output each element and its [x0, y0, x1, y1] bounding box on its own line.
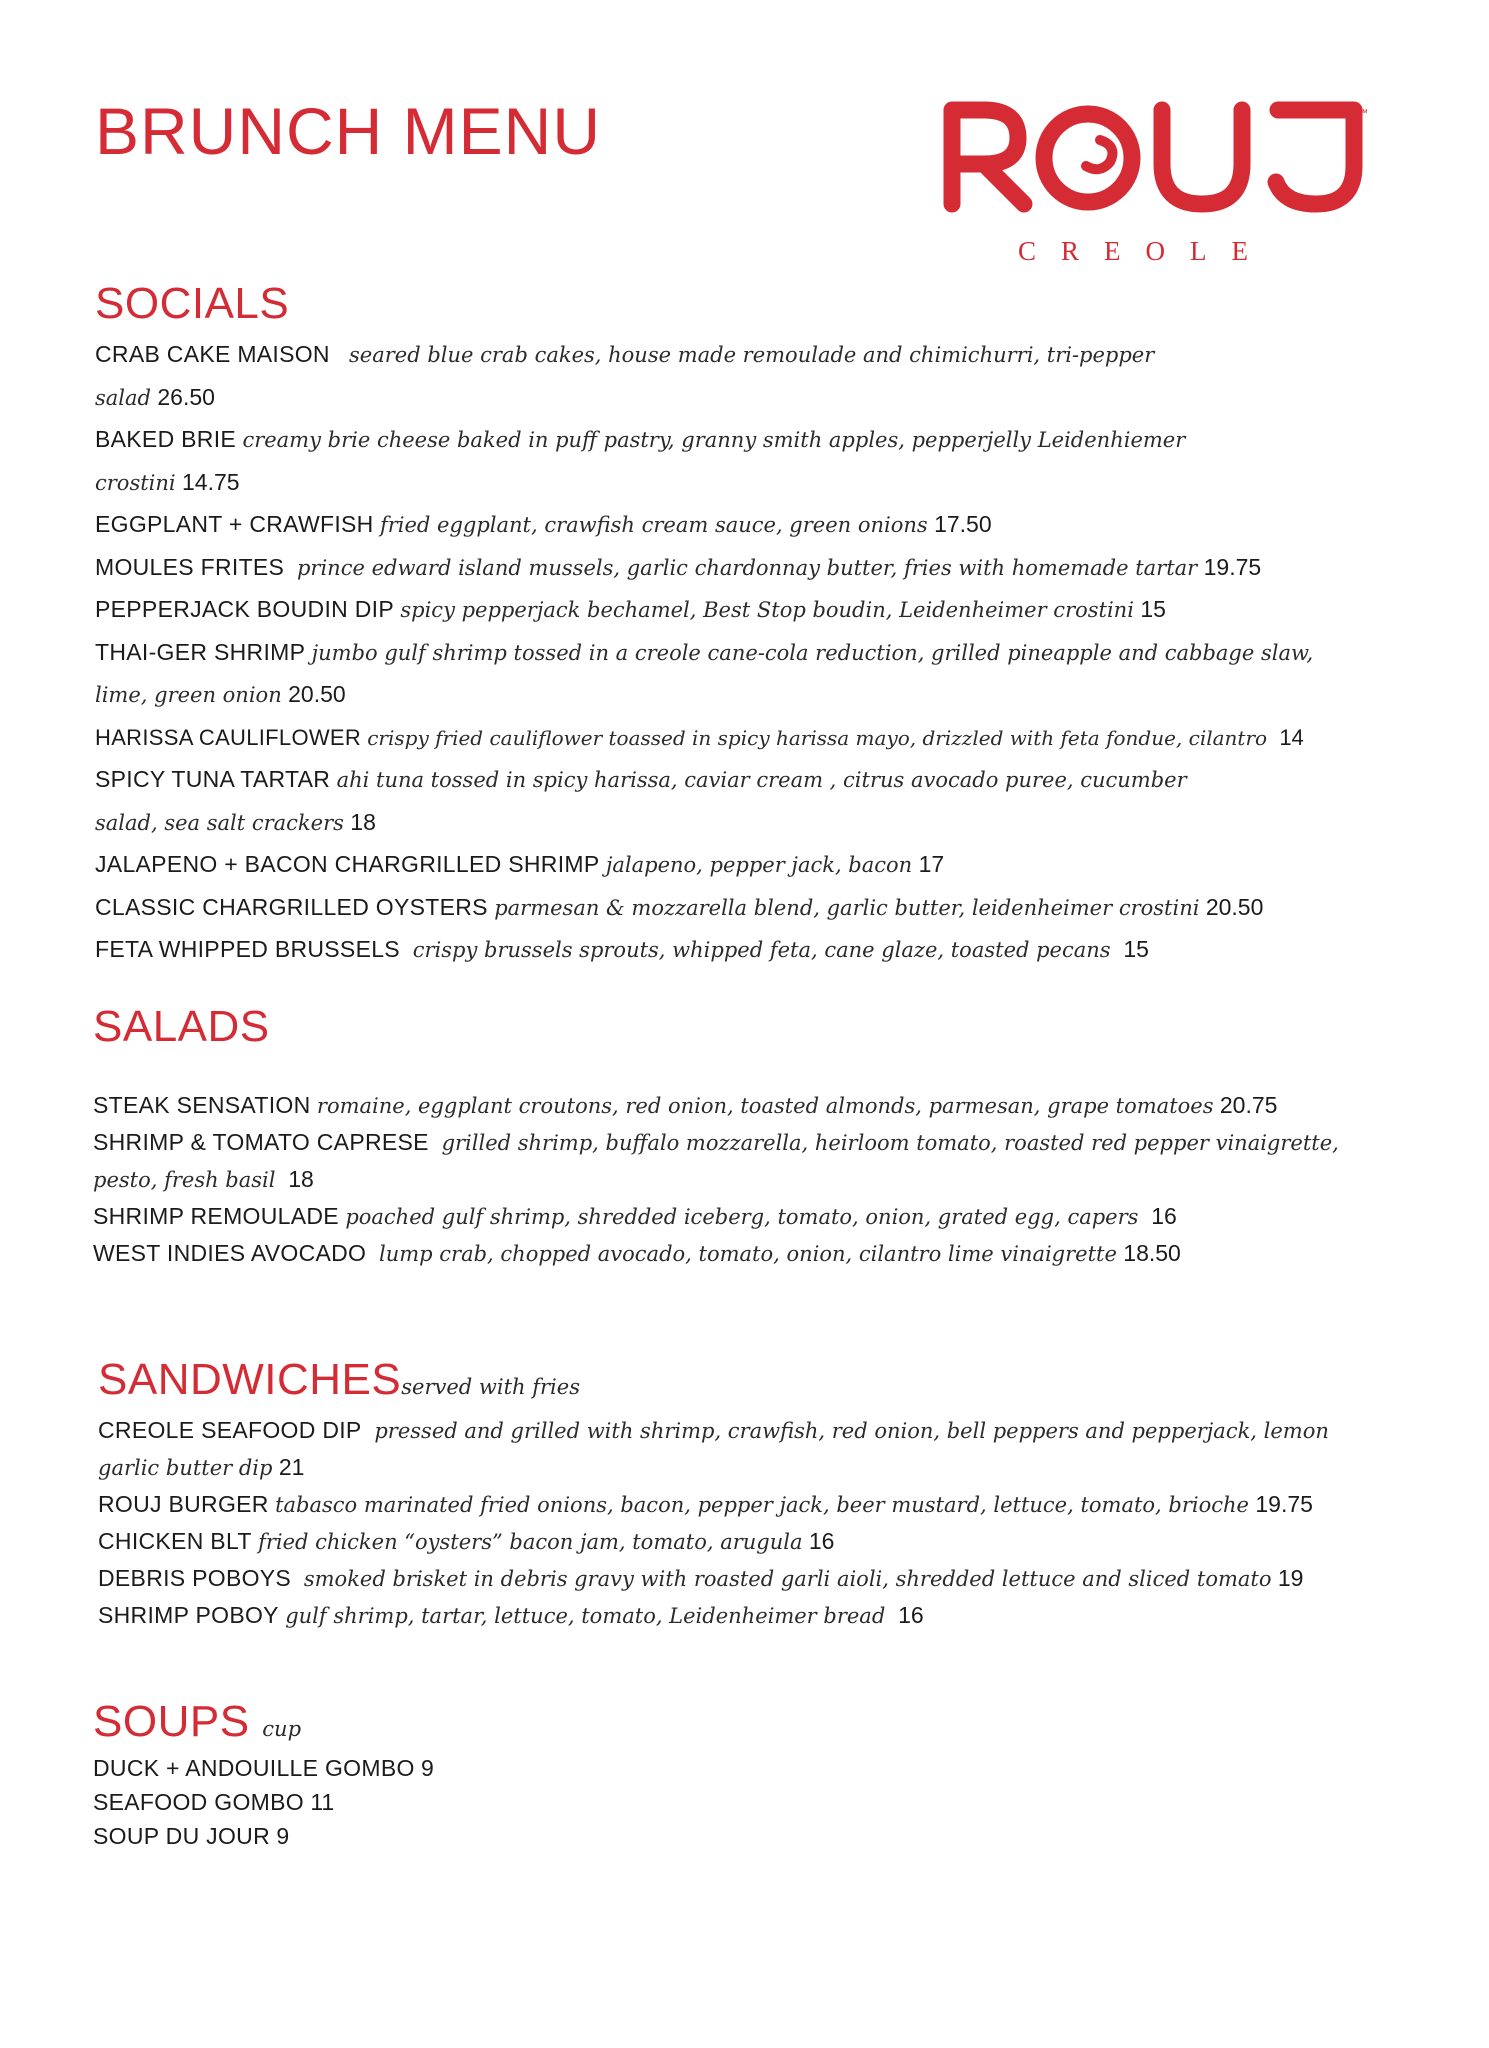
item-name: THAI-GER SHRIMP: [95, 638, 306, 665]
list-item: [95, 419, 1205, 504]
item-name: SOUP DU JOUR: [93, 1823, 270, 1849]
item-name: BAKED BRIE: [95, 426, 237, 452]
section-title-text: SOUPS: [93, 1697, 250, 1746]
logo-trademark: ™: [1358, 108, 1368, 119]
item-price: 16: [898, 1602, 924, 1628]
item-price: 20.75: [1219, 1092, 1278, 1118]
list-item: [98, 1412, 1338, 1486]
item-description: crispy fried cauliflower toassed in spicy harissa mayo, drizzled with feta fondue, cilantro: [367, 725, 1268, 750]
list-item: [93, 1087, 1353, 1124]
item-price: 18: [350, 808, 376, 835]
item-price: 9: [276, 1823, 290, 1849]
rouj-creole-logo: [940, 100, 1380, 280]
item-price: 26.50: [157, 383, 215, 410]
item-name: SHRIMP & TOMATO CAPRESE: [93, 1129, 429, 1155]
list-item: [95, 887, 1305, 930]
item-description: romaine, eggplant croutons, red onion, toasted almonds, parmesan, grape tomatoes: [316, 1094, 1214, 1118]
item-name: EGGPLANT + CRAWFISH: [95, 511, 374, 537]
socials-list: [95, 334, 1314, 972]
salads-list: [93, 1087, 1353, 1272]
list-item: [95, 844, 1305, 887]
item-price: 17.50: [934, 511, 992, 537]
item-description: pressed and grilled with shrimp, crawfish, red onion, bell peppers and pepperjack, lemon garlic butter dip: [98, 1419, 1329, 1480]
item-description: creamy brie cheese baked in puff pastry, granny smith apples, pepperjelly Leidenhiemer crostini: [95, 428, 1186, 495]
list-item: [93, 1785, 693, 1819]
list-item: [95, 334, 1155, 419]
item-name: CREOLE SEAFOOD DIP: [98, 1417, 362, 1443]
list-item: [98, 1597, 1338, 1634]
list-item: [93, 1198, 1353, 1235]
item-description: fried chicken “oysters” bacon jam, tomato, arugula: [258, 1530, 803, 1554]
item-name: CLASSIC CHARGRILLED OYSTERS: [95, 893, 488, 920]
item-description: crispy brussels sprouts, whipped feta, cane glaze, toasted pecans: [412, 938, 1111, 962]
item-name: PEPPERJACK BOUDIN DIP: [95, 596, 394, 622]
list-item: [95, 589, 1305, 632]
list-item: [95, 632, 1335, 717]
item-description: fried eggplant, crawfish cream sauce, green onions: [379, 513, 928, 537]
item-description: grilled shrimp, buffalo mozzarella, heirloom tomato, roasted red pepper vinaigrette, pesto, fresh basil: [93, 1131, 1339, 1192]
salads-heading: SALADS: [93, 1002, 270, 1051]
item-description: parmesan & mozzarella blend, garlic butter, leidenheimer crostini: [494, 895, 1200, 920]
item-price: 9: [421, 1755, 434, 1781]
section-title-text: SANDWICHES: [98, 1355, 402, 1404]
item-price: 21: [278, 1454, 305, 1480]
item-name: ROUJ BURGER: [98, 1491, 269, 1517]
list-item: [95, 504, 1305, 547]
page-title: BRUNCH MENU: [95, 94, 601, 168]
item-price: 18: [288, 1166, 314, 1192]
soups-heading: [93, 1697, 302, 1746]
item-price: 19.75: [1203, 553, 1262, 580]
item-price: 18.50: [1123, 1240, 1181, 1266]
list-item: [93, 1751, 693, 1785]
list-item: [95, 717, 1415, 760]
item-price: 16: [1151, 1203, 1177, 1229]
item-name: MOULES FRITES: [95, 553, 285, 580]
item-description: prince edward island mussels, garlic chardonnay butter, fries with homemade tartar: [296, 555, 1198, 580]
item-price: 11: [310, 1789, 335, 1815]
item-description: gulf shrimp, tartar, lettuce, tomato, Leidenheimer bread: [285, 1604, 886, 1628]
socials-heading: SOCIALS: [95, 279, 290, 328]
sandwiches-list: [98, 1412, 1338, 1634]
item-price: 15: [1123, 936, 1149, 962]
list-item: [98, 1486, 1338, 1523]
item-price: 20.50: [1205, 893, 1264, 920]
item-description: tabasco marinated fried onions, bacon, pepper jack, beer mustard, lettuce, tomato, brioche: [275, 1493, 1249, 1517]
list-item: [98, 1523, 1338, 1560]
item-description: jumbo gulf shrimp tossed in a creole cane-cola reduction, grilled pineapple and cabbage slaw, lime, green onion: [95, 640, 1314, 707]
item-name: HARISSA CAULIFLOWER: [95, 724, 362, 750]
item-price: 16: [808, 1528, 835, 1554]
item-description: seared blue crab cakes, house made remoulade and chimichurri, tri-pepper salad: [95, 343, 1155, 410]
item-name: SEAFOOD GOMBO: [93, 1789, 304, 1815]
item-name: CHICKEN BLT: [98, 1528, 252, 1554]
item-price: 14.75: [182, 468, 240, 495]
item-description: ahi tuna tossed in spicy harissa, caviar cream , citrus avocado puree, cucumber salad, sea salt crackers: [95, 768, 1187, 835]
list-item: [95, 547, 1305, 590]
list-item: [93, 1819, 693, 1853]
item-description: spicy pepperjack bechamel, Best Stop boudin, Leidenheimer crostini: [400, 598, 1134, 622]
item-name: CRAB CAKE MAISON: [95, 341, 330, 367]
list-item: [93, 1124, 1353, 1198]
logo-tagline: CREOLE: [1018, 236, 1273, 266]
item-description: jalapeno, pepper jack, bacon: [605, 853, 913, 877]
item-description: lump crab, chopped avocado, tomato, onion, cilantro lime vinaigrette: [379, 1242, 1117, 1266]
item-price: 17: [918, 851, 945, 877]
item-name: DEBRIS POBOYS: [98, 1565, 292, 1591]
section-note: served with fries: [401, 1375, 580, 1399]
item-name: SHRIMP REMOULADE: [93, 1203, 339, 1229]
item-name: STEAK SENSATION: [93, 1092, 311, 1118]
sandwiches-heading: [98, 1355, 580, 1404]
item-name: FETA WHIPPED BRUSSELS: [95, 936, 400, 962]
list-item: [95, 929, 1305, 972]
item-name: WEST INDIES AVOCADO: [93, 1240, 367, 1266]
list-item: [93, 1235, 1353, 1272]
list-item: [98, 1560, 1338, 1597]
section-note: cup: [262, 1717, 302, 1741]
item-description: smoked brisket in debris gravy with roasted garli aioli, shredded lettuce and sliced tomato: [303, 1567, 1272, 1591]
item-name: JALAPENO + BACON CHARGRILLED SHRIMP: [95, 851, 600, 877]
item-price: 15: [1140, 596, 1166, 622]
soups-list: [93, 1751, 693, 1853]
item-price: 14: [1279, 724, 1304, 750]
item-name: SHRIMP POBOY: [98, 1602, 279, 1628]
item-price: 20.50: [288, 681, 346, 707]
item-name: SPICY TUNA TARTAR: [95, 766, 331, 792]
list-item: [95, 759, 1255, 844]
item-price: 19.75: [1255, 1491, 1313, 1517]
item-price: 19: [1277, 1565, 1304, 1591]
item-name: DUCK + ANDOUILLE GOMBO: [93, 1755, 415, 1781]
item-description: poached gulf shrimp, shredded iceberg, tomato, onion, grated egg, capers: [345, 1205, 1139, 1229]
